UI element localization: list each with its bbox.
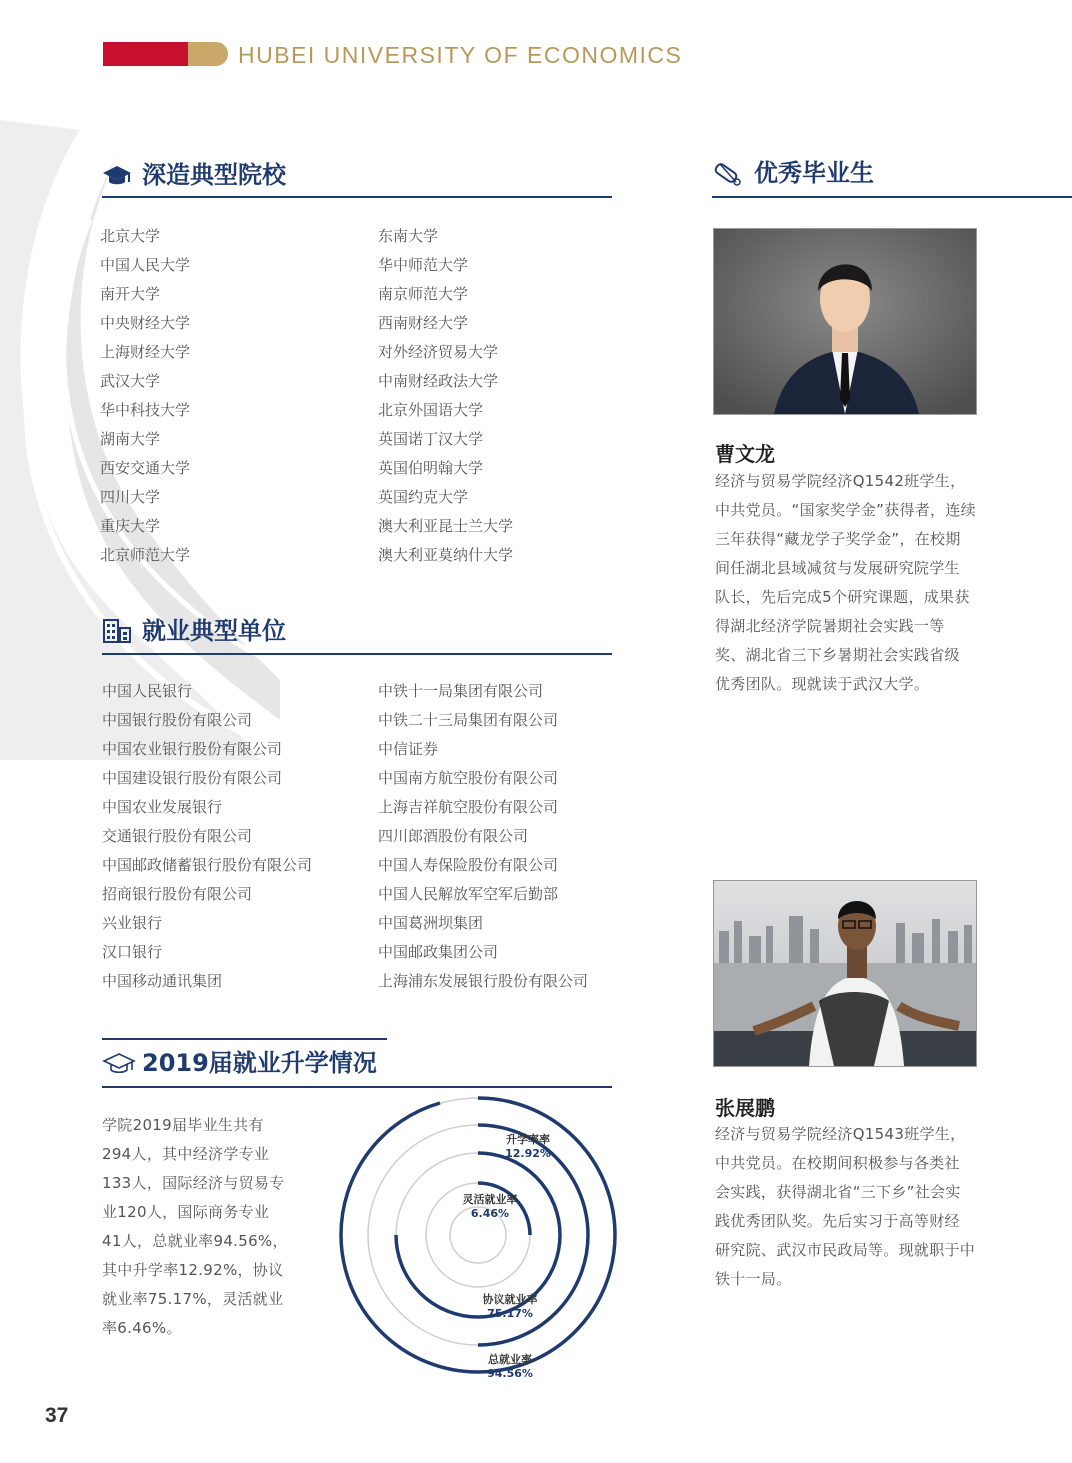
list-item: 招商银行股份有限公司 bbox=[102, 885, 253, 903]
chart-value: 75.17% bbox=[487, 1307, 533, 1320]
list-item: 澳大利亚莫纳什大学 bbox=[378, 546, 514, 564]
stats-title: 2019届就业升学情况 bbox=[142, 1049, 377, 1077]
employers-list-col1 bbox=[102, 677, 312, 996]
list-item: 华中师范大学 bbox=[378, 256, 469, 274]
graduate-photo-2 bbox=[713, 880, 977, 1067]
list-item: 澳大利亚昆士兰大学 bbox=[378, 517, 514, 535]
graduate-name-2: 张展鹏 bbox=[715, 1096, 775, 1120]
bio-line: 践优秀团队奖。先后实习于高等财经 bbox=[715, 1212, 960, 1230]
list-item: 北京师范大学 bbox=[100, 546, 191, 564]
bio-line: 中共党员。“国家奖学金”获得者，连续 bbox=[715, 501, 976, 519]
list-item: 中铁二十三局集团有限公司 bbox=[378, 711, 559, 729]
employers-list-col2 bbox=[378, 677, 588, 996]
graduation-cap-outline-icon bbox=[102, 1052, 136, 1076]
stats-paragraph bbox=[102, 1111, 288, 1343]
diploma-icon bbox=[712, 160, 744, 188]
chart-value: 6.46% bbox=[470, 1207, 510, 1220]
ring-arc-total bbox=[341, 1098, 615, 1372]
graduate-bio-2 bbox=[715, 1120, 975, 1294]
chart-label: 协议就业率 bbox=[482, 1293, 538, 1306]
schools-list-col2 bbox=[378, 222, 513, 570]
list-item: 西南财经大学 bbox=[378, 314, 469, 332]
list-item: 中国邮政储蓄银行股份有限公司 bbox=[102, 856, 313, 874]
graduates-rule bbox=[712, 196, 1072, 198]
rings-group bbox=[341, 1098, 615, 1372]
list-item: 汉口银行 bbox=[102, 943, 163, 961]
bio-line: 经济与贸易学院经济Q1542班学生， bbox=[715, 472, 966, 490]
bio-line: 铁十一局。 bbox=[715, 1270, 792, 1288]
graduate-name-1: 曹文龙 bbox=[715, 442, 775, 466]
stats-line: 41人，总就业率94.56%， bbox=[102, 1232, 288, 1250]
list-item: 中国人民大学 bbox=[100, 256, 191, 274]
list-item: 中国邮政集团公司 bbox=[378, 943, 499, 961]
list-item: 中信证券 bbox=[378, 740, 439, 758]
list-item: 中国移动通讯集团 bbox=[102, 972, 223, 990]
university-name: HUBEI UNIVERSITY OF ECONOMICS bbox=[238, 42, 683, 68]
graduation-cap-icon bbox=[102, 164, 132, 188]
graduate-photo-1 bbox=[713, 228, 977, 415]
list-item: 湖南大学 bbox=[100, 430, 161, 448]
list-item: 中国建设银行股份有限公司 bbox=[102, 769, 283, 787]
list-item: 中国人寿保险股份有限公司 bbox=[378, 856, 559, 874]
list-item: 东南大学 bbox=[378, 227, 439, 245]
bio-line: 会实践，获得湖北省“三下乡”社会实 bbox=[715, 1183, 961, 1201]
list-item: 中国人民解放军空军后勤部 bbox=[378, 885, 559, 903]
list-item: 南开大学 bbox=[100, 285, 161, 303]
list-item: 中铁十一局集团有限公司 bbox=[378, 682, 544, 700]
employers-rule bbox=[102, 653, 612, 655]
stats-top-rule bbox=[102, 1038, 387, 1040]
schools-list-col1 bbox=[100, 222, 190, 570]
list-item: 对外经济贸易大学 bbox=[378, 343, 499, 361]
buildings-icon bbox=[102, 618, 132, 644]
bio-line: 间任湖北县域减贫与发展研究院学生 bbox=[715, 559, 960, 577]
chart-value: 94.56% bbox=[487, 1367, 533, 1380]
chart-label: 升学率率 bbox=[506, 1133, 550, 1146]
list-item: 中央财经大学 bbox=[100, 314, 191, 332]
list-item: 兴业银行 bbox=[102, 914, 163, 932]
list-item: 北京外国语大学 bbox=[378, 401, 484, 419]
bio-line: 经济与贸易学院经济Q1543班学生， bbox=[715, 1125, 966, 1143]
header-bar-red bbox=[103, 42, 191, 66]
list-item: 四川郎酒股份有限公司 bbox=[378, 827, 529, 845]
graduate-bio-1 bbox=[715, 467, 976, 699]
list-item: 中国农业银行股份有限公司 bbox=[102, 740, 283, 758]
header-bar-gold bbox=[188, 42, 228, 66]
bio-line: 中共党员。在校期间积极参与各类社 bbox=[715, 1154, 960, 1172]
schools-rule bbox=[102, 196, 612, 198]
list-item: 中国农业发展银行 bbox=[102, 798, 223, 816]
bio-line: 奖、湖北省三下乡暑期社会实践省级 bbox=[715, 646, 960, 664]
list-item: 武汉大学 bbox=[100, 372, 161, 390]
bio-line: 三年获得“藏龙学子奖学金”，在校期 bbox=[715, 530, 961, 548]
employers-title: 就业典型单位 bbox=[142, 617, 286, 645]
list-item: 南京师范大学 bbox=[378, 285, 469, 303]
list-item: 中国南方航空股份有限公司 bbox=[378, 769, 559, 787]
chart-label: 总就业率 bbox=[488, 1353, 532, 1366]
stats-line: 率6.46%。 bbox=[102, 1319, 182, 1337]
bio-line: 队长，先后完成5个研究课题，成果获 bbox=[715, 588, 970, 606]
stats-line: 业120人，国际商务专业 bbox=[102, 1203, 270, 1221]
stats-line: 294人，其中经济学专业 bbox=[102, 1145, 270, 1163]
employment-ring-chart bbox=[330, 1095, 630, 1385]
list-item: 英国伯明翰大学 bbox=[378, 459, 484, 477]
stats-line: 其中升学率12.92%，协议 bbox=[102, 1261, 284, 1279]
list-item: 华中科技大学 bbox=[100, 401, 191, 419]
page-number: 37 bbox=[45, 1404, 69, 1427]
list-item: 重庆大学 bbox=[100, 517, 161, 535]
schools-title: 深造典型院校 bbox=[142, 161, 286, 189]
bio-line: 优秀团队。现就读于武汉大学。 bbox=[715, 675, 930, 693]
stats-rule bbox=[102, 1086, 612, 1088]
stats-line: 就业率75.17%，灵活就业 bbox=[102, 1290, 284, 1308]
list-item: 中国葛洲坝集团 bbox=[378, 914, 484, 932]
list-item: 英国诺丁汉大学 bbox=[378, 430, 484, 448]
stats-line: 学院2019届毕业生共有 bbox=[102, 1116, 264, 1134]
list-item: 北京大学 bbox=[100, 227, 161, 245]
list-item: 中南财经政法大学 bbox=[378, 372, 499, 390]
bio-line: 研究院、武汉市民政局等。现就职于中 bbox=[715, 1241, 976, 1259]
bio-line: 得湖北经济学院暑期社会实践一等 bbox=[715, 617, 945, 635]
chart-value: 12.92% bbox=[505, 1147, 551, 1160]
list-item: 上海浦东发展银行股份有限公司 bbox=[378, 972, 589, 990]
list-item: 上海财经大学 bbox=[100, 343, 191, 361]
stats-line: 133人，国际经济与贸易专 bbox=[102, 1174, 285, 1192]
list-item: 英国约克大学 bbox=[378, 488, 469, 506]
list-item: 中国银行股份有限公司 bbox=[102, 711, 253, 729]
chart-label: 灵活就业率 bbox=[462, 1193, 518, 1206]
graduates-title: 优秀毕业生 bbox=[754, 159, 874, 187]
list-item: 中国人民银行 bbox=[102, 682, 193, 700]
list-item: 四川大学 bbox=[100, 488, 161, 506]
list-item: 交通银行股份有限公司 bbox=[102, 827, 253, 845]
list-item: 西安交通大学 bbox=[100, 459, 191, 477]
list-item: 上海吉祥航空股份有限公司 bbox=[378, 798, 559, 816]
